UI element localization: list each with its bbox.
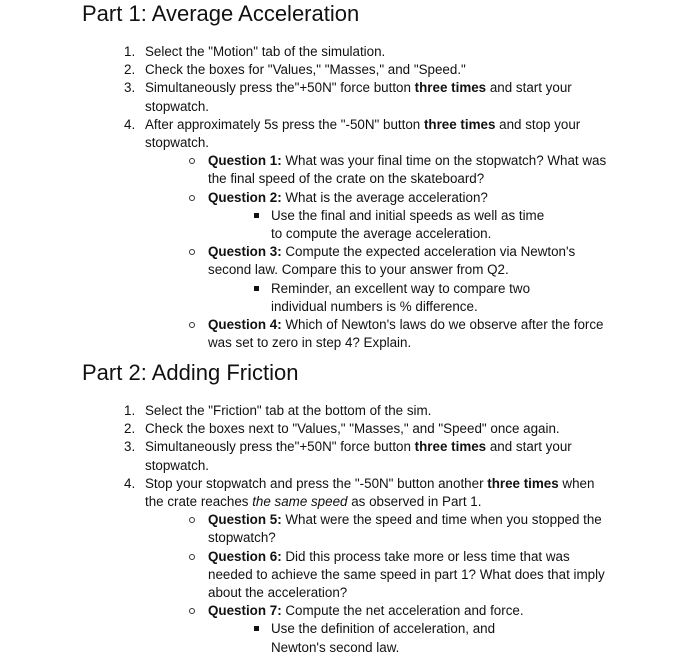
hollow-bullet-icon xyxy=(189,249,195,255)
question-item: Question 2: What is the average acceleration? Use the final and initial speeds as well as time to compute the average acceleration. xyxy=(145,189,618,244)
sub-item: Reminder, an excellent way to compare two individual numbers is % difference. xyxy=(208,280,551,316)
part2-heading: Part 2: Adding Friction xyxy=(82,360,299,385)
list-item: 1. Select the "Motion" tab of the simulation. xyxy=(124,44,386,59)
sub-item: Use the definition of acceleration, and Newton's second law. xyxy=(208,620,551,656)
list-item: 2. Check the boxes for "Values," "Masses," and "Speed." xyxy=(124,62,466,78)
list-item: 4. Stop your stopwatch and press the "-50N" button another three times when the crate reaches the same speed as observed in Part 1. Question 5: What were the speed and time when you stopped the stopwatch? Question 6: Did this process take more or less time that was needed to achieve the same speed in part 1? What does that imply about the acceleration? Question 7: Compute the net acceleration and force. Use the definition of acceleration, and Newton's second law. xyxy=(0,475,605,657)
question-item: Question 3: Compute the expected acceleration via Newton's second law. Compare this to your answer from Q2. Reminder, an excellent way to compare two individual numbers is % difference. xyxy=(145,243,618,316)
question-item: Question 7: Compute the net acceleration and force. Use the definition of acceleration, and Newton's second law. xyxy=(145,602,618,657)
hollow-bullet-icon xyxy=(189,195,195,201)
part1-steps xyxy=(0,43,700,352)
list-item: 2. Check the boxes next to "Values," "Masses," and "Speed" once again. xyxy=(124,421,560,437)
square-bullet-icon xyxy=(254,626,259,631)
hollow-bullet-icon xyxy=(189,554,195,560)
question-item: Question 4: Which of Newton's laws do we observe after the force was set to zero in step 4? Explain. xyxy=(145,316,618,352)
hollow-bullet-icon xyxy=(189,158,195,164)
list-item: 3. Simultaneously press the"+50N" force button three times and start your stopwatch. xyxy=(124,439,572,473)
part1-heading: Part 1: Average Acceleration xyxy=(82,1,360,26)
square-bullet-icon xyxy=(254,213,259,218)
hollow-bullet-icon xyxy=(189,608,195,614)
part2-steps xyxy=(0,402,700,657)
hollow-bullet-icon xyxy=(189,322,195,328)
question-item: Question 1: What was your final time on the stopwatch? What was the final speed of the crate on the skateboard? xyxy=(145,152,618,188)
sub-item: Use the final and initial speeds as well as time to compute the average acceleration. xyxy=(208,207,551,243)
question-item: Question 5: What were the speed and time when you stopped the stopwatch? xyxy=(145,511,618,547)
hollow-bullet-icon xyxy=(189,517,195,523)
list-item: 3. Simultaneously press the"+50N" force button three times and start your stopwatch. xyxy=(124,80,572,114)
list-item: 4. After approximately 5s press the "-50N" button three times and stop your stopwatch. Question 1: What was your final time on the stopwatch? What was the final speed of the crate on the skateboard? Question 2: What is the average acceleration? Use the final and initial speeds as well as time to compute the average acceleration. Question 3: Compute the expected acceleration via Newton's second law. Compare this to your answer from Q2. Reminder, an excellent way to compare two individual numbers is % difference. Question 4: Which of Newton's laws do we observe after the force was set to zero in step 4? Explain. xyxy=(0,116,605,353)
list-item: 1. Select the "Friction" tab at the bottom of the sim. xyxy=(124,403,432,418)
square-bullet-icon xyxy=(254,286,259,291)
question-item: Question 6: Did this process take more or less time that was needed to achieve the same speed in part 1? What does that imply about the acceleration? xyxy=(145,548,618,603)
